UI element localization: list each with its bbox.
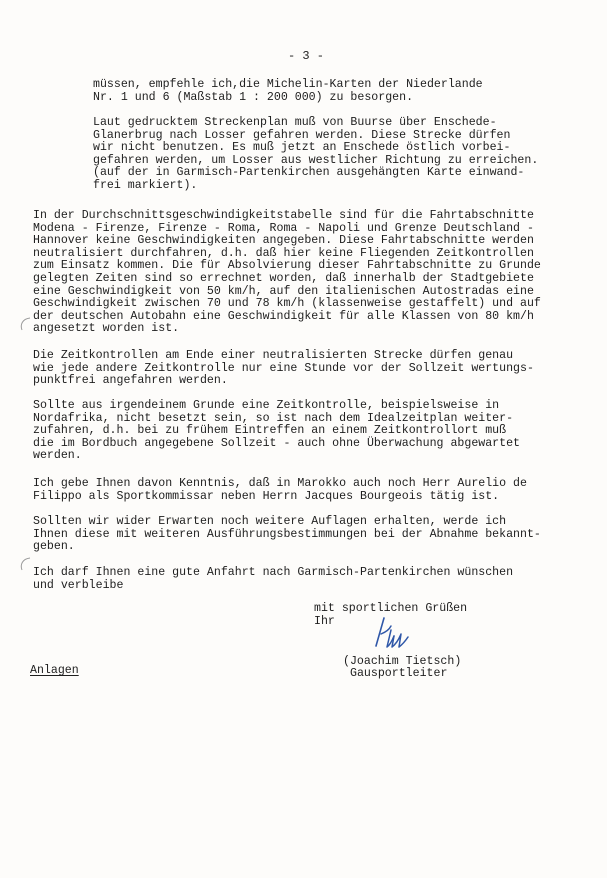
paragraph-route-change: Laut gedrucktem Streckenplan muß von Buurse über Enschede- Glanerbrug nach Losser gefahren werden. Diese Strecke dürfen wir nicht benutzen. Es muß jetzt an Enschede östlich vorbei- gefahren werden, um Losser aus westlicher Richtung zu erreichen. (auf der in Garmisch-Partenkirchen ausgehängten Karte einwand- frei markiert). <box>93 116 539 192</box>
signatory-name: (Joachim Tietsch) <box>343 655 462 668</box>
punch-hole-mark <box>18 556 32 572</box>
paragraph-speed-table: In der Durchschnittsgeschwindigkeitstabelle sind für die Fahrtabschnitte Modena - Firenze, Firenze - Roma, Roma - Napoli und Grenze Deutschland - Hannover keine Geschwindigkeiten angegeben. Diese Fahrtabschnitte werden neutralisiert durchfahren, d.h. daß hier keine Fliegenden Zeitkontrollen zum Einsatz kommen. Die für Absolvierung dieser Fahrtabschnitte zu Grunde gelegten Zeiten sind so errechnet worden, daß innerhalb der Stadtgebiete eine Geschwindigkeit von 50 km/h, auf den italienischen Autostradas eine Geschwindigkeit zwischen 70 und 78 km/h (klassenweise gestaffelt) und auf der deutschen Autobahn eine Geschwindigkeit für alle Klassen von 80 km/h angesetzt worden ist. <box>33 209 541 336</box>
punch-hole-mark <box>18 316 32 332</box>
paragraph-unmanned-control: Sollte aus irgendeinem Grunde eine Zeitkontrolle, beispielsweise in Nordafrika, nicht besetzt sein, so ist nach dem Idealzeitplan weiter- zufahren, d.h. bei zu frühem Eintreffen an einem Zeitkontrollort muß die im Bordbuch angegebene Sollzeit - auch ohne Überwachung abgewartet werden. <box>33 399 521 463</box>
closing-yours: Ihr <box>314 615 335 628</box>
paragraph-time-controls: Die Zeitkontrollen am Ende einer neutralisierten Strecke dürfen genau wie jede andere Zeitkontrolle nur eine Stunde vor der Sollzeit wertungs- punktfrei angefahren werden. <box>33 349 534 388</box>
paragraph-sport-commissioner: Ich gebe Ihnen davon Kenntnis, daß in Marokko auch noch Herr Aurelio de Filippo als Sportkommissar neben Herrn Jacques Bourgeois tätig ist. <box>33 477 527 503</box>
page-number: - 3 - <box>288 49 325 63</box>
handwritten-signature <box>370 612 414 652</box>
paragraph-farewell: Ich darf Ihnen eine gute Anfahrt nach Garmisch-Partenkirchen wünschen und verbleibe <box>33 566 514 592</box>
signatory-title: Gausportleiter <box>350 667 448 680</box>
paragraph-further-requirements: Sollten wir wider Erwarten noch weitere Auflagen erhalten, werde ich Ihnen diese mit weiteren Ausführungsbestimmungen bei der Abnahme bekannt- geben. <box>33 515 541 554</box>
enclosures-label: Anlagen <box>30 664 79 677</box>
closing-greeting: mit sportlichen Grüßen <box>314 602 468 615</box>
paragraph-map-recommendation: müssen, empfehle ich,die Michelin-Karten der Niederlande Nr. 1 und 6 (Maßstab 1 : 200 000) zu besorgen. <box>93 78 483 104</box>
